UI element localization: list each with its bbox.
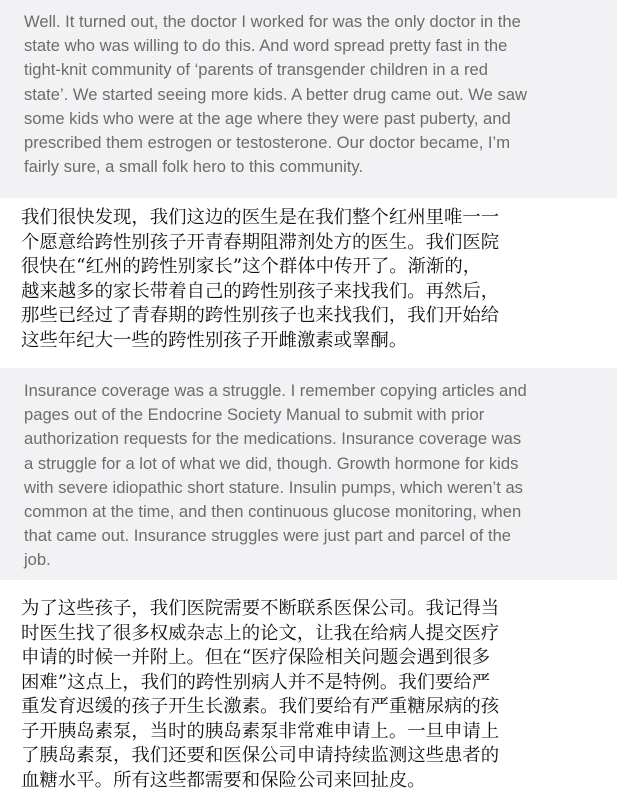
text-line: job. — [24, 550, 51, 570]
text-line: 了胰岛素泵，我们还要和医保公司申请持续监测这些患者的 — [21, 745, 500, 766]
english-passage-1 — [0, 0, 617, 198]
text-line: a struggle for a lot of what we did, though. Growth hormone for kids — [24, 453, 519, 473]
text-line: Well. It turned out, the doctor I worked for was the only doctor in the — [24, 12, 521, 31]
text-line: Insurance coverage was a struggle. I remember copying articles and — [24, 381, 527, 400]
text-line: 很快在“红州的跨性别家长”这个群体中传开了。渐渐的， — [21, 256, 482, 277]
text-line: prescribed them estrogen or testosterone. Our doctor became, I’m — [24, 133, 511, 153]
english-passage-2 — [0, 368, 617, 580]
chinese-paragraph-1 — [21, 206, 607, 353]
text-line: 血糖水平。所有这些都需要和保险公司来回扯皮。 — [21, 769, 426, 791]
text-line: fairly sure, a small folk hero to this community. — [24, 157, 364, 177]
text-line: 这些年纪大一些的跨性别孩子开雌激素或睾酮。 — [21, 329, 408, 351]
text-line: with severe idiopathic short stature. Insulin pumps, which weren’t as — [24, 477, 523, 497]
text-line: state who was willing to do this. And word spread pretty fast in the — [24, 36, 508, 56]
text-line: some kids who were at the age where they were past puberty, and — [24, 108, 511, 128]
text-line: 重发育迟缓的孩子开生长激素。我们要给有严重糖尿病的孩 — [21, 696, 500, 717]
text-line: 为了这些孩子，我们医院需要不断联系医保公司。我记得当 — [21, 598, 500, 619]
text-line: 申请的时候一并附上。但在“医疗保险相关问题会遇到很多 — [21, 647, 491, 668]
text-line: that came out. Insurance struggles were just part and parcel of the — [24, 526, 512, 546]
text-line: 子开胰岛素泵，当时的胰岛素泵非常难申请上。一旦申请上 — [21, 720, 500, 742]
text-line: tight-knit community of ‘parents of transgender children in a red — [24, 60, 488, 80]
text-line: 时医生找了很多权威杂志上的论文，让我在给病人提交医疗 — [21, 622, 500, 644]
text-line: 个愿意给跨性别孩子开青春期阻滞剂处方的医生。我们医院 — [21, 231, 500, 253]
text-line: 越来越多的家长带着自己的跨性别孩子来找我们。再然后， — [21, 280, 500, 302]
text-line: common at the time, and then continuous glucose monitoring, when — [24, 502, 522, 522]
text-line: pages out of the Endocrine Society Manual to submit with prior — [24, 405, 485, 425]
text-line: state’. We started seeing more kids. A better drug came out. We saw — [24, 84, 527, 104]
text-line: 我们很快发现，我们这边的医生是在我们整个红州里唯一一 — [21, 207, 500, 228]
text-line: 那些已经过了青春期的跨性别孩子也来找我们，我们开始给 — [21, 305, 500, 326]
text-line: authorization requests for the medications. Insurance coverage was — [24, 429, 522, 449]
chinese-paragraph-2 — [21, 597, 607, 793]
chinese-passage-2 — [0, 597, 617, 800]
english-paragraph-1 — [24, 10, 597, 179]
english-paragraph-2 — [24, 379, 597, 573]
text-line: 困难”这点上，我们的跨性别病人并不是特例。我们要给严 — [21, 671, 491, 693]
chinese-passage-1 — [0, 206, 617, 366]
